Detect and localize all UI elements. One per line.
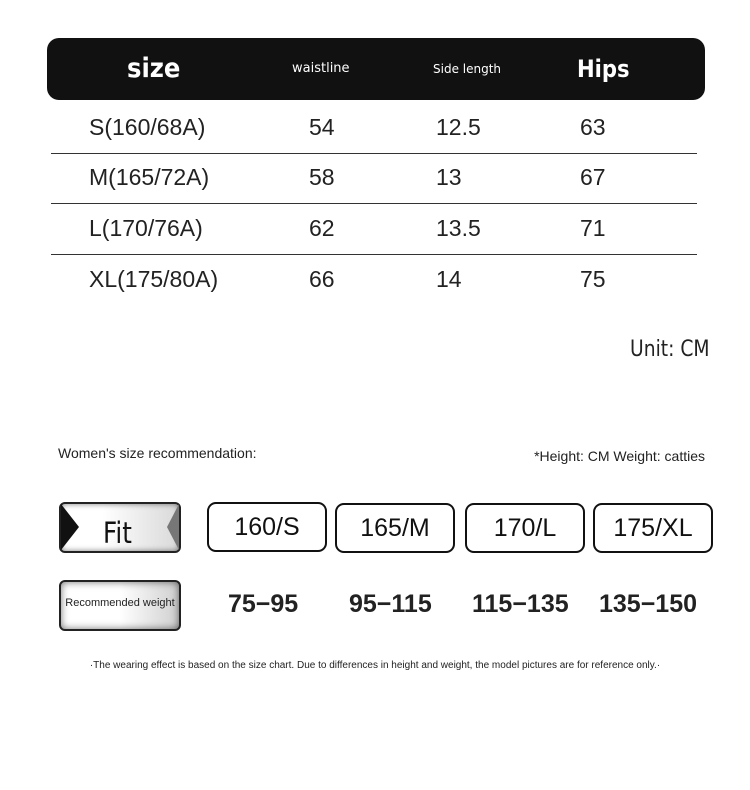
size-table-header: [47, 38, 705, 100]
row-side-length: 13.5: [436, 215, 481, 241]
unit-label: Unit: CM: [630, 337, 710, 362]
row-waistline: 66: [309, 266, 335, 292]
header-hips: Hips: [577, 55, 630, 83]
table-row: [51, 203, 697, 255]
row-waistline: 58: [309, 164, 335, 190]
table-row: [51, 254, 697, 305]
size-option-m: 165/M: [335, 503, 455, 553]
row-size: XL(175/80A): [89, 266, 219, 292]
fit-label-box: [59, 502, 181, 553]
arrow-left-icon: [61, 504, 79, 550]
row-waistline: 62: [309, 215, 335, 241]
weight-label: Recommended weight: [65, 597, 175, 609]
size-option-xl: 175/XL: [593, 503, 713, 553]
recommendation-title: Women's size recommendation:: [58, 445, 257, 461]
fit-label: Fit: [103, 516, 132, 550]
weight-label-box: [59, 580, 181, 631]
table-row: [51, 152, 697, 204]
recommendation-note: *Height: CM Weight: catties: [534, 448, 705, 464]
row-hips: 63: [580, 114, 606, 140]
header-side-length: Side length: [433, 62, 502, 76]
header-waistline: waistline: [292, 61, 350, 76]
row-size: L(170/76A): [89, 215, 203, 241]
footnote: ·The wearing effect is based on the size chart. Due to differences in height and weight, the model pictures are for reference only.·: [89, 660, 661, 671]
table-row: [51, 102, 697, 154]
row-size: S(160/68A): [89, 114, 206, 140]
row-hips: 75: [580, 266, 606, 292]
row-size: M(165/72A): [89, 164, 210, 190]
row-side-length: 13: [436, 164, 462, 190]
row-hips: 67: [580, 164, 606, 190]
size-option-s: 160/S: [207, 502, 327, 552]
row-waistline: 54: [309, 114, 335, 140]
weight-range-l: 115−135: [472, 590, 569, 618]
arrow-right-icon: [167, 504, 179, 550]
weight-range-m: 95−115: [349, 590, 432, 618]
row-hips: 71: [580, 215, 606, 241]
row-side-length: 14: [436, 266, 462, 292]
header-size: size: [127, 53, 181, 84]
weight-range-s: 75−95: [228, 590, 299, 618]
weight-range-xl: 135−150: [599, 590, 698, 618]
size-option-l: 170/L: [465, 503, 585, 553]
row-side-length: 12.5: [436, 114, 481, 140]
